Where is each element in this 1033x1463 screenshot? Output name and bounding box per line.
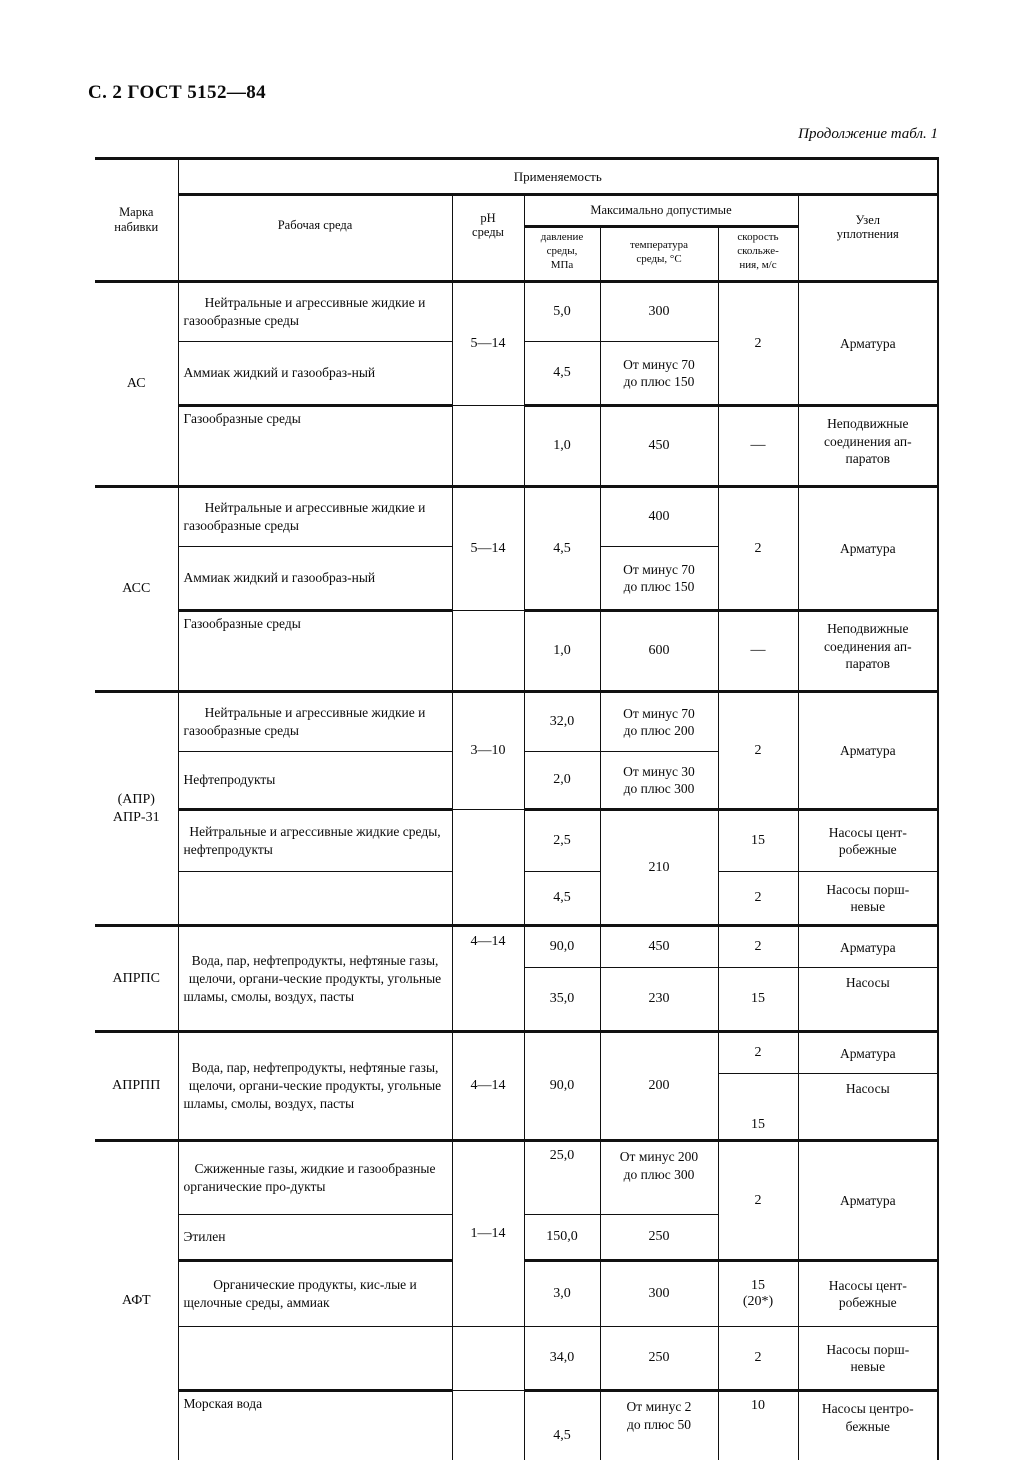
cell-brand-aft: АФТ — [95, 1141, 178, 1461]
table-row — [95, 1327, 938, 1391]
cell-medium: Сжиженные газы, жидкие и газообразные органические про-дукты — [178, 1141, 452, 1215]
cell-seal-unit: Арматура — [798, 692, 938, 810]
table-row — [95, 1141, 938, 1215]
cell-temperature-line2: до плюс 300 — [623, 1166, 695, 1182]
cell-ph: 5—14 — [452, 282, 524, 406]
cell-seal-unit: Арматура — [798, 282, 938, 406]
cell-temperature-line1: От минус 30 — [623, 763, 695, 779]
cell-temperature: 600 — [600, 611, 718, 692]
cell-ph: 4—14 — [452, 926, 524, 1032]
cell-brand-aprps: АПРПС — [95, 926, 178, 1032]
cell-medium: Вода, пар, нефтепродукты, нефтяные газы, щелочи, органи-ческие продукты, угольные шламы, смолы, воздух, пасты — [178, 1032, 452, 1141]
cell-temperature-line1: От минус 2 — [626, 1399, 692, 1415]
table-container — [95, 157, 938, 1460]
cell-seal-unit: Арматура — [798, 487, 938, 611]
table-row — [95, 1032, 938, 1074]
cell-temperature — [600, 342, 718, 406]
cell-ph: 3—10 — [452, 692, 524, 810]
cell-temperature — [600, 547, 718, 611]
table-row — [95, 282, 938, 342]
cell-seal-unit: Насосы — [798, 968, 938, 1032]
cell-speed: 2 — [718, 692, 798, 810]
cell-temperature-line2: до плюс 300 — [623, 781, 695, 797]
cell-pressure: 4,5 — [524, 1391, 600, 1461]
cell-brand-aprpp: АПРПП — [95, 1032, 178, 1141]
header-temperature-line1: температура — [629, 238, 689, 251]
cell-temperature-line2: до плюс 150 — [623, 579, 695, 595]
header-cell-ph — [452, 195, 524, 282]
cell-speed: 2 — [718, 926, 798, 968]
header-brand-line1: Марка — [119, 205, 154, 220]
cell-speed: 15 — [718, 1074, 798, 1141]
cell-ph-empty — [452, 611, 524, 692]
cell-speed: 15 — [718, 810, 798, 872]
cell-temperature: 210 — [600, 810, 718, 926]
table-row — [95, 810, 938, 872]
header-cell-brand — [95, 159, 178, 282]
cell-seal-line1: Насосы цент- — [828, 1277, 907, 1293]
packing-applicability-table — [95, 157, 939, 1460]
cell-speed: 2 — [718, 487, 798, 611]
cell-pressure: 25,0 — [524, 1141, 600, 1215]
cell-temperature-line1: От минус 70 — [623, 561, 695, 577]
cell-seal-line1: Неподвижные — [827, 621, 909, 637]
table-row — [95, 487, 938, 547]
cell-medium: Нейтральные и агрессивные жидкие и газообразные среды — [178, 487, 452, 547]
header-speed-line1: скорость — [737, 231, 779, 244]
cell-medium: Газообразные среды — [178, 611, 452, 692]
cell-temperature: 300 — [600, 282, 718, 342]
cell-pressure: 35,0 — [524, 968, 600, 1032]
cell-brand-ac: АС — [95, 282, 178, 487]
cell-seal-unit: Арматура — [798, 1141, 938, 1261]
table-continuation-note: Продолжение табл. 1 — [798, 126, 938, 142]
cell-temperature: 230 — [600, 968, 718, 1032]
header-speed-line3: ния, м/с — [739, 258, 777, 271]
cell-pressure: 4,5 — [524, 342, 600, 406]
cell-speed: — — [718, 611, 798, 692]
cell-pressure: 2,5 — [524, 810, 600, 872]
header-cell-working-medium: Рабочая среда — [178, 195, 452, 282]
cell-medium: Газообразные среды — [178, 406, 452, 487]
cell-temperature: 250 — [600, 1327, 718, 1391]
cell-speed: 2 — [718, 282, 798, 406]
header-seal-line1: Узел — [855, 212, 881, 227]
cell-pressure: 5,0 — [524, 282, 600, 342]
cell-temperature: 200 — [600, 1032, 718, 1141]
cell-seal-line1: Насосы порш- — [826, 881, 910, 897]
cell-temperature: 300 — [600, 1261, 718, 1327]
cell-brand-acc: АСС — [95, 487, 178, 692]
cell-temperature: 250 — [600, 1215, 718, 1261]
cell-seal-line3: паратов — [845, 656, 890, 672]
cell-pressure: 32,0 — [524, 692, 600, 752]
cell-seal-line2: соединения ап- — [823, 638, 912, 654]
cell-medium: Морская вода — [178, 1391, 452, 1461]
table-row — [95, 926, 938, 968]
cell-medium: Нейтральные и агрессивные жидкие среды, нефтепродукты — [178, 810, 452, 872]
cell-brand-line1: (АПР) — [117, 791, 155, 807]
table-row — [95, 406, 938, 487]
cell-pressure: 34,0 — [524, 1327, 600, 1391]
cell-medium: Нефтепродукты — [178, 752, 452, 810]
cell-ph-empty — [452, 1391, 524, 1461]
cell-speed-line2: (20*) — [742, 1294, 774, 1310]
cell-medium-empty — [178, 1327, 452, 1391]
cell-temperature — [600, 692, 718, 752]
cell-medium: Аммиак жидкий и газообраз-ный — [178, 342, 452, 406]
header-pressure-line3: МПа — [550, 258, 574, 271]
cell-seal-line2: робежные — [838, 842, 897, 858]
cell-seal-line3: паратов — [845, 451, 890, 467]
cell-pressure: 3,0 — [524, 1261, 600, 1327]
cell-pressure: 4,5 — [524, 487, 600, 611]
header-cell-max-allowed: Максимально допустимые — [524, 195, 798, 227]
header-brand-line2: набивки — [114, 220, 159, 235]
cell-brand-apr31 — [95, 692, 178, 926]
cell-medium: Аммиак жидкий и газообраз-ный — [178, 547, 452, 611]
cell-seal-line2: невые — [850, 899, 886, 915]
cell-medium: Вода, пар, нефтепродукты, нефтяные газы, щелочи, органи-ческие продукты, угольные шламы, смолы, воздух, пасты — [178, 926, 452, 1032]
cell-seal-line2: невые — [850, 1359, 886, 1375]
header-cell-speed — [718, 227, 798, 282]
header-pressure-line1: давление — [540, 231, 584, 244]
cell-temperature: 450 — [600, 406, 718, 487]
cell-seal-unit — [798, 611, 938, 692]
cell-speed: 15 — [718, 968, 798, 1032]
cell-pressure: 4,5 — [524, 872, 600, 926]
cell-medium: Этилен — [178, 1215, 452, 1261]
cell-seal-unit — [798, 406, 938, 487]
cell-temperature — [600, 1391, 718, 1461]
cell-ph: 5—14 — [452, 487, 524, 611]
cell-seal-line2: робежные — [838, 1295, 897, 1311]
cell-speed-line1: 15 — [751, 1277, 765, 1293]
cell-seal-line1: Насосы цент- — [828, 824, 907, 840]
cell-temperature-line2: до плюс 50 — [627, 1416, 691, 1432]
cell-seal-unit — [798, 810, 938, 872]
cell-medium: Нейтральные и агрессивные жидкие и газообразные среды — [178, 692, 452, 752]
cell-temperature: 400 — [600, 487, 718, 547]
cell-ph-empty — [452, 406, 524, 487]
cell-seal-unit: Арматура — [798, 926, 938, 968]
header-ph-line2: среды — [472, 225, 504, 240]
cell-medium-empty — [178, 872, 452, 926]
cell-ph-empty — [452, 1327, 524, 1391]
cell-seal-line1: Неподвижные — [827, 416, 909, 432]
cell-temperature-line2: до плюс 150 — [623, 374, 695, 390]
cell-seal-unit — [798, 1261, 938, 1327]
cell-temperature-line1: От минус 70 — [623, 705, 695, 721]
table-row — [95, 611, 938, 692]
cell-temperature — [600, 1141, 718, 1215]
cell-ph: 4—14 — [452, 1032, 524, 1141]
cell-seal-unit: Насосы — [798, 1074, 938, 1141]
cell-speed — [718, 1261, 798, 1327]
cell-pressure: 1,0 — [524, 406, 600, 487]
header-seal-line2: уплотнения — [836, 227, 899, 242]
header-cell-seal-unit — [798, 195, 938, 282]
header-ph-line1: pH — [480, 210, 496, 225]
page-header: С. 2 ГОСТ 5152—84 — [88, 82, 267, 103]
cell-temperature-line1: От минус 70 — [623, 356, 695, 372]
cell-speed: 2 — [718, 1032, 798, 1074]
cell-brand-line2: АПР-31 — [112, 809, 160, 825]
header-cell-pressure — [524, 227, 600, 282]
cell-pressure: 90,0 — [524, 926, 600, 968]
cell-pressure: 1,0 — [524, 611, 600, 692]
cell-temperature — [600, 752, 718, 810]
cell-seal-unit: Арматура — [798, 1032, 938, 1074]
cell-seal-line1: Насосы порш- — [826, 1341, 910, 1357]
cell-seal-unit — [798, 872, 938, 926]
cell-pressure: 2,0 — [524, 752, 600, 810]
header-speed-line2: скольже- — [737, 244, 779, 257]
cell-pressure: 150,0 — [524, 1215, 600, 1261]
cell-speed: 2 — [718, 1141, 798, 1261]
cell-seal-line2: соединения ап- — [823, 433, 912, 449]
header-cell-temperature — [600, 227, 718, 282]
cell-pressure: 90,0 — [524, 1032, 600, 1141]
cell-ph-empty — [452, 810, 524, 926]
table-row — [95, 692, 938, 752]
cell-speed: — — [718, 406, 798, 487]
cell-temperature: 450 — [600, 926, 718, 968]
header-cell-applicability: Применяемость — [178, 159, 938, 195]
cell-seal-line1: Насосы центро- — [821, 1401, 914, 1417]
cell-medium: Нейтральные и агрессивные жидкие и газообразные среды — [178, 282, 452, 342]
cell-ph: 1—14 — [452, 1141, 524, 1327]
table-header-row-applicability — [95, 159, 938, 195]
cell-speed: 2 — [718, 1327, 798, 1391]
cell-seal-unit — [798, 1327, 938, 1391]
cell-seal-line2: бежные — [845, 1418, 890, 1434]
cell-speed: 10 — [718, 1391, 798, 1461]
cell-temperature-line2: до плюс 200 — [623, 723, 695, 739]
header-pressure-line2: среды, — [546, 244, 578, 257]
table-row — [95, 1391, 938, 1461]
header-temperature-line2: среды, °С — [636, 252, 682, 265]
cell-temperature-line1: От минус 200 — [619, 1149, 699, 1165]
table-header-row-maxallowed — [95, 195, 938, 227]
cell-medium: Органические продукты, кис-лые и щелочные среды, аммиак — [178, 1261, 452, 1327]
cell-speed: 2 — [718, 872, 798, 926]
cell-seal-unit — [798, 1391, 938, 1461]
